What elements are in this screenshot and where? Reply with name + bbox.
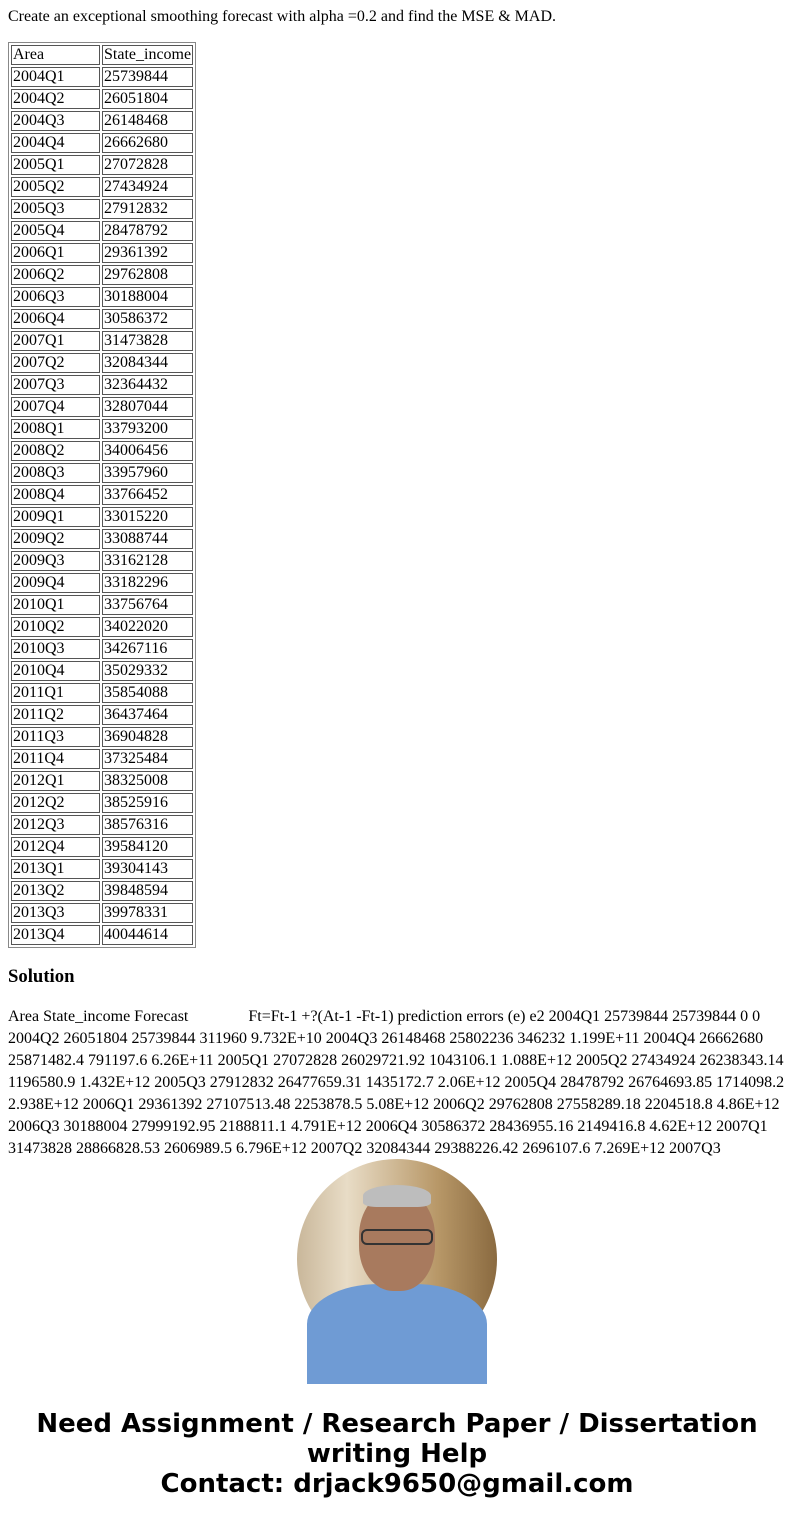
income-cell: 40044614 xyxy=(102,925,193,945)
area-cell: 2005Q3 xyxy=(11,199,100,219)
table-row xyxy=(11,661,193,681)
table-row xyxy=(11,111,193,131)
area-cell: 2006Q2 xyxy=(11,265,100,285)
income-cell: 30586372 xyxy=(102,309,193,329)
income-cell: 26051804 xyxy=(102,89,193,109)
table-row xyxy=(11,485,193,505)
income-cell: 39848594 xyxy=(102,881,193,901)
income-cell: 33957960 xyxy=(102,463,193,483)
income-cell: 33015220 xyxy=(102,507,193,527)
area-cell: 2011Q1 xyxy=(11,683,100,703)
area-cell: 2008Q3 xyxy=(11,463,100,483)
table-row xyxy=(11,441,193,461)
table-row xyxy=(11,793,193,813)
income-cell: 31473828 xyxy=(102,331,193,351)
question-text: Create an exceptional smoothing forecast with alpha =0.2 and find the MSE & MAD. xyxy=(8,8,557,25)
area-cell: 2010Q3 xyxy=(11,639,100,659)
table-row xyxy=(11,617,193,637)
income-cell: 39304143 xyxy=(102,859,193,879)
area-cell: 2013Q4 xyxy=(11,925,100,945)
income-cell: 39584120 xyxy=(102,837,193,857)
footer-contact: Contact: drjack9650@gmail.com xyxy=(160,1469,634,1499)
table-row xyxy=(11,573,193,593)
income-cell: 32084344 xyxy=(102,353,193,373)
author-avatar xyxy=(297,1159,497,1359)
area-cell: 2011Q2 xyxy=(11,705,100,725)
income-cell: 25739844 xyxy=(102,67,193,87)
area-cell: 2004Q2 xyxy=(11,89,100,109)
area-cell: 2013Q1 xyxy=(11,859,100,879)
income-cell: 27072828 xyxy=(102,155,193,175)
table-row xyxy=(11,551,193,571)
area-cell: 2006Q4 xyxy=(11,309,100,329)
table-row xyxy=(11,507,193,527)
income-cell: 29361392 xyxy=(102,243,193,263)
table-row xyxy=(11,133,193,153)
income-cell: 34022020 xyxy=(102,617,193,637)
area-cell: 2009Q2 xyxy=(11,529,100,549)
table-row xyxy=(11,529,193,549)
income-cell: 33793200 xyxy=(102,419,193,439)
table-row xyxy=(11,375,193,395)
table-row xyxy=(11,89,193,109)
table-row xyxy=(11,309,193,329)
area-cell: Area xyxy=(11,45,100,65)
income-cell: 27912832 xyxy=(102,199,193,219)
area-cell: 2012Q2 xyxy=(11,793,100,813)
table-row xyxy=(11,925,193,945)
area-cell: 2008Q4 xyxy=(11,485,100,505)
table-row xyxy=(11,45,193,65)
area-cell: 2005Q2 xyxy=(11,177,100,197)
table-row xyxy=(11,243,193,263)
income-cell: 26148468 xyxy=(102,111,193,131)
area-cell: 2009Q3 xyxy=(11,551,100,571)
area-cell: 2008Q1 xyxy=(11,419,100,439)
income-cell: 33766452 xyxy=(102,485,193,505)
income-cell: 26662680 xyxy=(102,133,193,153)
area-cell: 2007Q4 xyxy=(11,397,100,417)
area-cell: 2006Q1 xyxy=(11,243,100,263)
area-cell: 2008Q2 xyxy=(11,441,100,461)
income-cell: 33182296 xyxy=(102,573,193,593)
area-cell: 2004Q4 xyxy=(11,133,100,153)
table-row xyxy=(11,837,193,857)
footer-banner xyxy=(8,1409,786,1499)
table-row xyxy=(11,155,193,175)
table-row xyxy=(11,881,193,901)
area-cell: 2013Q2 xyxy=(11,881,100,901)
income-cell: 39978331 xyxy=(102,903,193,923)
area-cell: 2005Q4 xyxy=(11,221,100,241)
solution-text: Area State_income Forecast Ft=Ft-1 +?(At-1 -Ft-1) prediction errors (e) e2 2004Q1 25739844 25739844 0 0 2004Q2 26051804 25739844 311960 9.732E+10 2004Q3 26148468 25802236 346232 1.199E+11 2004Q4 26662680 25871482.4 791197.6 6.26E+11 2005Q1 27072828 26029721.92 1043106.1 1.088E+12 2005Q2 27434924 26238343.14 1196580.9 1.432E+12 2005Q3 27912832 26477659.31 1435172.7 2.06E+12 2005Q4 28478792 26764693.85 1714098.2 2.938E+12 2006Q1 29361392 27107513.48 2253878.5 5.08E+12 2006Q2 29762808 27558289.18 2204518.8 4.86E+12 2006Q3 30188004 27999192.95 2188811.1 4.791E+12 2006Q4 30586372 28436955.16 2149416.8 4.62E+12 2007Q1 31473828 28866828.53 2606989.5 6.796E+12 2007Q2 32084344 29388226.42 2696107.6 7.269E+12 2007Q3 xyxy=(8,1008,785,1157)
table-row xyxy=(11,463,193,483)
area-cell: 2010Q1 xyxy=(11,595,100,615)
table-row xyxy=(11,331,193,351)
area-cell: 2004Q3 xyxy=(11,111,100,131)
area-cell: 2012Q1 xyxy=(11,771,100,791)
income-cell: 38325008 xyxy=(102,771,193,791)
table-row xyxy=(11,595,193,615)
income-cell: 38525916 xyxy=(102,793,193,813)
area-cell: 2013Q3 xyxy=(11,903,100,923)
income-cell: 36904828 xyxy=(102,727,193,747)
table-row xyxy=(11,287,193,307)
income-cell: 30188004 xyxy=(102,287,193,307)
income-cell: 37325484 xyxy=(102,749,193,769)
income-cell: 28478792 xyxy=(102,221,193,241)
table-row xyxy=(11,727,193,747)
table-row xyxy=(11,683,193,703)
table-row xyxy=(11,177,193,197)
income-cell: 36437464 xyxy=(102,705,193,725)
table-row xyxy=(11,771,193,791)
table-row xyxy=(11,199,193,219)
income-cell: 34267116 xyxy=(102,639,193,659)
table-row xyxy=(11,903,193,923)
income-cell: 33162128 xyxy=(102,551,193,571)
income-table xyxy=(8,42,196,948)
area-cell: 2009Q4 xyxy=(11,573,100,593)
area-cell: 2007Q2 xyxy=(11,353,100,373)
income-cell: 33088744 xyxy=(102,529,193,549)
table-row xyxy=(11,859,193,879)
income-cell: State_income xyxy=(104,46,192,63)
area-cell: 2004Q1 xyxy=(11,67,100,87)
income-cell: 29762808 xyxy=(102,265,193,285)
solution-heading: Solution xyxy=(8,966,75,987)
area-cell: 2011Q3 xyxy=(11,727,100,747)
area-cell: 2012Q4 xyxy=(11,837,100,857)
table-row xyxy=(11,353,193,373)
table-row xyxy=(11,397,193,417)
footer-help-text: Need Assignment / Research Paper / Dissertation writing Help xyxy=(36,1409,758,1469)
income-cell: 38576316 xyxy=(102,815,193,835)
income-cell: 32807044 xyxy=(102,397,193,417)
income-cell: 34006456 xyxy=(102,441,193,461)
table-row xyxy=(11,265,193,285)
area-cell: 2011Q4 xyxy=(11,749,100,769)
table-row xyxy=(11,815,193,835)
income-cell: 33756764 xyxy=(102,595,193,615)
income-cell: 32364432 xyxy=(102,375,193,395)
area-cell: 2010Q4 xyxy=(11,661,100,681)
area-cell: 2010Q2 xyxy=(11,617,100,637)
area-cell: 2012Q3 xyxy=(11,815,100,835)
table-row xyxy=(11,639,193,659)
table-row xyxy=(11,749,193,769)
income-cell: 35854088 xyxy=(102,683,193,703)
area-cell: 2007Q3 xyxy=(11,375,100,395)
table-row xyxy=(11,221,193,241)
income-cell: 35029332 xyxy=(102,661,193,681)
income-cell: 27434924 xyxy=(102,177,193,197)
area-cell: 2005Q1 xyxy=(11,155,100,175)
table-row xyxy=(11,705,193,725)
table-row xyxy=(11,419,193,439)
area-cell: 2007Q1 xyxy=(11,331,100,351)
area-cell: 2009Q1 xyxy=(11,507,100,527)
area-cell: 2006Q3 xyxy=(11,287,100,307)
table-row xyxy=(11,67,193,87)
